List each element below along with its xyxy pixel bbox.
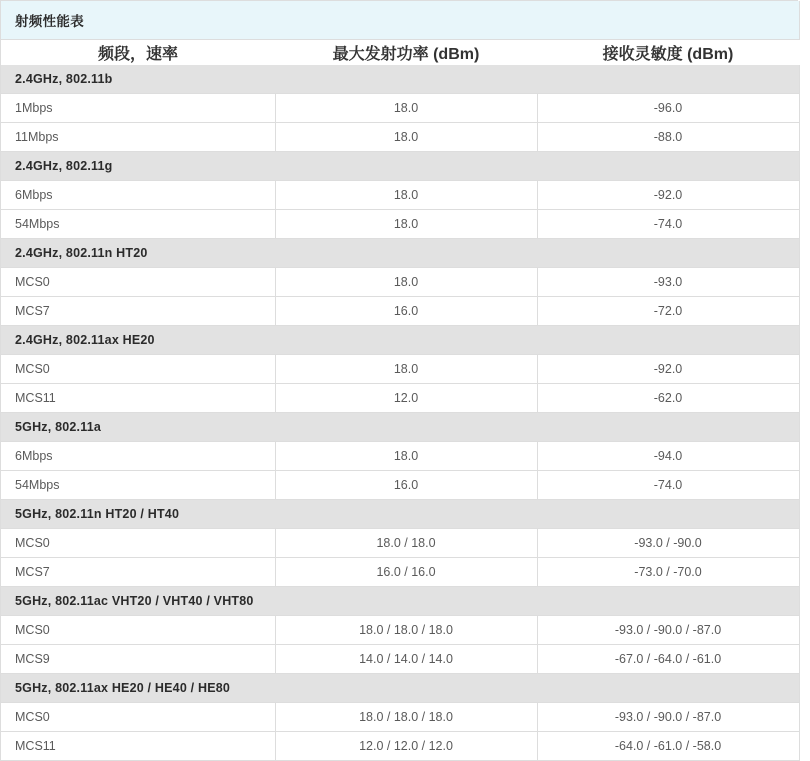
cell-rate-label: MCS0: [1, 355, 275, 384]
cell-max-tx-power: 18.0 / 18.0: [275, 529, 537, 558]
rf-performance-table: [1, 1, 800, 761]
table-group-row: [1, 413, 799, 442]
table-row: [1, 268, 799, 297]
cell-max-tx-power: 16.0: [275, 297, 537, 326]
cell-rx-sensitivity: -96.0: [537, 94, 799, 123]
cell-rate-label: 54Mbps: [1, 210, 275, 239]
cell-rx-sensitivity: -93.0 / -90.0 / -87.0: [537, 616, 799, 645]
table-caption: 射频性能表: [1, 1, 799, 40]
cell-rx-sensitivity: -93.0 / -90.0 / -87.0: [537, 703, 799, 732]
cell-rate-label: 11Mbps: [1, 123, 275, 152]
cell-max-tx-power: 14.0 / 14.0 / 14.0: [275, 645, 537, 674]
column-header-rx-sensitivity: 接收灵敏度 (dBm): [602, 46, 734, 63]
cell-max-tx-power: 18.0: [275, 355, 537, 384]
group-label: 2.4GHz, 802.11g: [1, 152, 799, 181]
cell-rate-label: 1Mbps: [1, 94, 275, 123]
table-group-row: [1, 674, 799, 703]
table-group-row: [1, 239, 799, 268]
cell-max-tx-power: 12.0 / 12.0 / 12.0: [275, 732, 537, 761]
cell-rx-sensitivity: -73.0 / -70.0: [537, 558, 799, 587]
table-header-row: [1, 40, 799, 66]
group-label: 2.4GHz, 802.11n HT20: [1, 239, 799, 268]
cell-rx-sensitivity: -62.0: [537, 384, 799, 413]
group-label: 5GHz, 802.11n HT20 / HT40: [1, 500, 799, 529]
cell-max-tx-power: 18.0: [275, 268, 537, 297]
cell-rx-sensitivity: -94.0: [537, 442, 799, 471]
table-row: [1, 123, 799, 152]
cell-rx-sensitivity: -74.0: [537, 210, 799, 239]
cell-max-tx-power: 18.0: [275, 442, 537, 471]
table-group-row: [1, 65, 799, 94]
cell-rx-sensitivity: -93.0 / -90.0: [537, 529, 799, 558]
cell-rate-label: MCS0: [1, 703, 275, 732]
group-label: 2.4GHz, 802.11ax HE20: [1, 326, 799, 355]
cell-max-tx-power: 18.0: [275, 94, 537, 123]
table-row: [1, 442, 799, 471]
cell-rate-label: MCS0: [1, 616, 275, 645]
cell-max-tx-power: 18.0: [275, 210, 537, 239]
cell-rx-sensitivity: -92.0: [537, 355, 799, 384]
table-row: [1, 645, 799, 674]
column-header-max-tx-power: 最大发射功率 (dBm): [332, 46, 480, 63]
table-group-row: [1, 326, 799, 355]
table-row: [1, 616, 799, 645]
cell-max-tx-power: 18.0 / 18.0 / 18.0: [275, 703, 537, 732]
cell-rate-label: 6Mbps: [1, 181, 275, 210]
group-label: 5GHz, 802.11ac VHT20 / VHT40 / VHT80: [1, 587, 799, 616]
table-row: [1, 355, 799, 384]
cell-rate-label: MCS0: [1, 529, 275, 558]
table-row: [1, 210, 799, 239]
cell-rx-sensitivity: -88.0: [537, 123, 799, 152]
cell-rx-sensitivity: -74.0: [537, 471, 799, 500]
table-row: [1, 384, 799, 413]
cell-max-tx-power: 18.0: [275, 123, 537, 152]
group-label: 5GHz, 802.11ax HE20 / HE40 / HE80: [1, 674, 799, 703]
cell-rate-label: MCS11: [1, 732, 275, 761]
table-row: [1, 558, 799, 587]
table-row: [1, 297, 799, 326]
table-row: [1, 703, 799, 732]
group-label: 2.4GHz, 802.11b: [1, 65, 799, 94]
cell-max-tx-power: 18.0: [275, 181, 537, 210]
table-row: [1, 94, 799, 123]
group-label: 5GHz, 802.11a: [1, 413, 799, 442]
cell-rx-sensitivity: -93.0: [537, 268, 799, 297]
cell-rate-label: MCS11: [1, 384, 275, 413]
table-row: [1, 529, 799, 558]
cell-rate-label: MCS7: [1, 558, 275, 587]
cell-rx-sensitivity: -72.0: [537, 297, 799, 326]
cell-rate-label: MCS9: [1, 645, 275, 674]
table-group-row: [1, 500, 799, 529]
column-header-band-rate: 频段，速率: [97, 46, 178, 63]
cell-rate-label: 54Mbps: [1, 471, 275, 500]
cell-max-tx-power: 16.0 / 16.0: [275, 558, 537, 587]
cell-max-tx-power: 12.0: [275, 384, 537, 413]
cell-rate-label: MCS7: [1, 297, 275, 326]
table-body: [1, 1, 799, 761]
cell-rate-label: MCS0: [1, 268, 275, 297]
table-group-row: [1, 587, 799, 616]
cell-max-tx-power: 18.0 / 18.0 / 18.0: [275, 616, 537, 645]
cell-rate-label: 6Mbps: [1, 442, 275, 471]
table-row: [1, 181, 799, 210]
cell-max-tx-power: 16.0: [275, 471, 537, 500]
table-row: [1, 732, 799, 761]
table-group-row: [1, 152, 799, 181]
cell-rx-sensitivity: -64.0 / -61.0 / -58.0: [537, 732, 799, 761]
cell-rx-sensitivity: -67.0 / -64.0 / -61.0: [537, 645, 799, 674]
table-row: [1, 471, 799, 500]
table-caption-row: [1, 1, 799, 40]
cell-rx-sensitivity: -92.0: [537, 181, 799, 210]
